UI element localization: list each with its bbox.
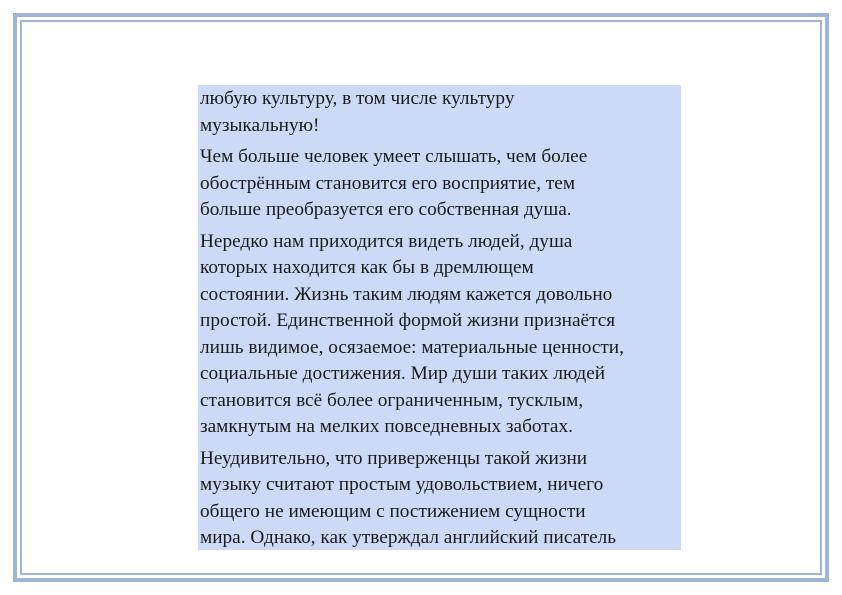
paragraph-3: Нередко нам приходится видеть людей, душа которых находится как бы в дремлющем состоянии. Жизнь таким людям кажется довольно простой. Единственной формой жизни признаётся лишь видимое, осязаемое: материальные ценности, социальные достижения. Мир души таких людей становится всё более ограниченным, тусклым, замкнутым на мелких повседневных заботах. <box>200 230 624 437</box>
paragraph-2: Чем больше человек умеет слышать, чем более обострённым становится его восприятие, тем больше преобразуется его собственная душа. <box>200 146 588 220</box>
paragraph-1: любую культуру, в том числе культуру музыкальную! <box>200 88 515 136</box>
text-block <box>198 85 681 550</box>
paragraph-4: Неудивительно, что приверженцы такой жизни музыку считают простым удовольствием, ничего общего не имеющим с постижением сущности мира. Однако, как утверждал английский писатель <box>200 447 617 548</box>
